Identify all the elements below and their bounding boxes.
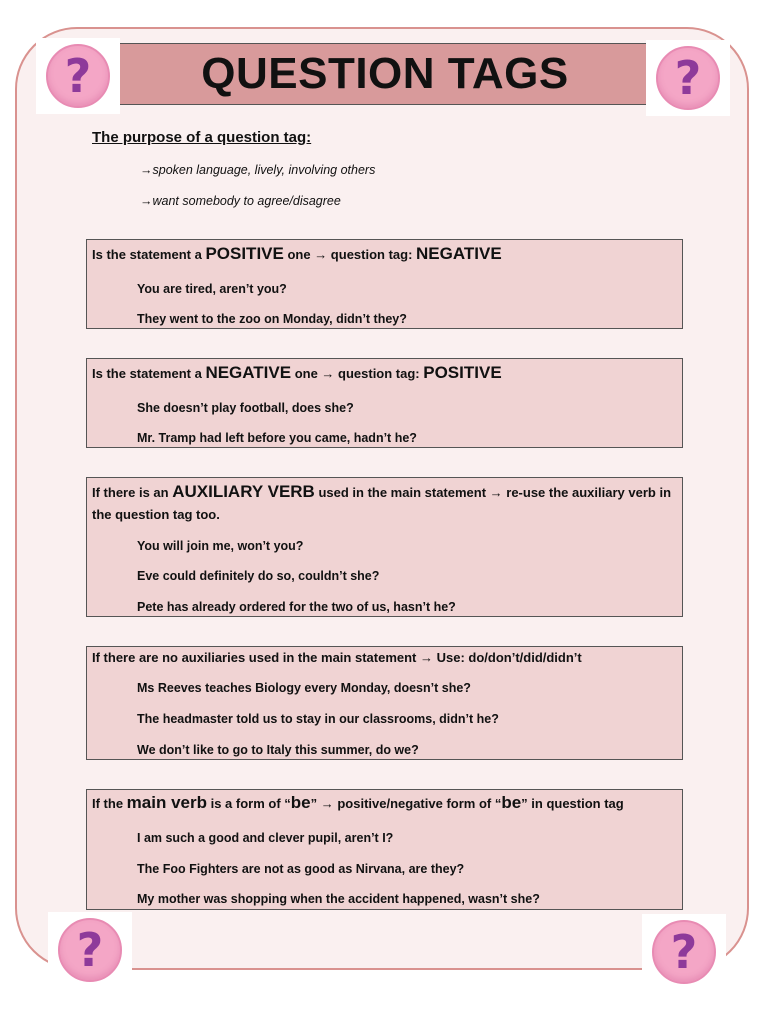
example-sentence: She doesn’t play football, does she? (137, 401, 354, 415)
example-sentence: You will join me, won’t you? (137, 539, 304, 553)
rule-heading: Is the statement a POSITIVE one → question tag: NEGATIVE (92, 244, 502, 263)
rule-box-no-auxiliaries (86, 646, 683, 760)
purpose-item: →spoken language, lively, involving others (140, 163, 376, 177)
example-sentence: Ms Reeves teaches Biology every Monday, doesn’t she? (137, 681, 471, 695)
example-sentence: The headmaster told us to stay in our classrooms, didn’t he? (137, 712, 499, 726)
rule-box-negative (86, 358, 683, 448)
example-sentence: You are tired, aren’t you? (137, 282, 287, 296)
page-title: QUESTION TAGS (201, 49, 569, 98)
rule-box-auxiliary (86, 477, 683, 617)
rule-box-positive (86, 239, 683, 329)
rule-heading: If there is an AUXILIARY VERB used in the main statement → re-use the auxiliary verb in the question tag too. (92, 482, 672, 522)
example-sentence: Mr. Tramp had left before you came, hadn’t he? (137, 431, 417, 445)
purpose-heading: The purpose of a question tag: (92, 129, 312, 146)
example-sentence: The Foo Fighters are not as good as Nirvana, are they? (137, 862, 465, 876)
question-mark-icon: ? (656, 46, 720, 110)
example-sentence: Eve could definitely do so, couldn’t she? (137, 569, 380, 583)
question-badge-bottom-right (642, 914, 726, 990)
title-banner (87, 43, 683, 105)
rule-heading: If there are no auxiliaries used in the main statement → Use: do/don’t/did/didn’t (92, 650, 582, 665)
question-badge-top-right (646, 40, 730, 116)
rule-heading: If the main verb is a form of “be” → positive/negative form of “be” in question tag (92, 793, 624, 812)
question-badge-bottom-left (48, 912, 132, 988)
rule-heading: Is the statement a NEGATIVE one → question tag: POSITIVE (92, 363, 502, 382)
example-sentence: They went to the zoo on Monday, didn’t they? (137, 312, 407, 326)
example-sentence: My mother was shopping when the accident happened, wasn’t she? (137, 892, 540, 906)
example-sentence: Pete has already ordered for the two of us, hasn’t he? (137, 600, 456, 614)
purpose-item: →want somebody to agree/disagree (140, 194, 341, 208)
example-sentence: We don’t like to go to Italy this summer, do we? (137, 743, 419, 757)
question-badge-top-left (36, 38, 120, 114)
question-mark-icon: ? (46, 44, 110, 108)
question-mark-icon: ? (58, 918, 122, 982)
example-sentence: I am such a good and clever pupil, aren’t I? (137, 831, 394, 845)
rule-box-be (86, 789, 683, 910)
question-mark-icon: ? (652, 920, 716, 984)
